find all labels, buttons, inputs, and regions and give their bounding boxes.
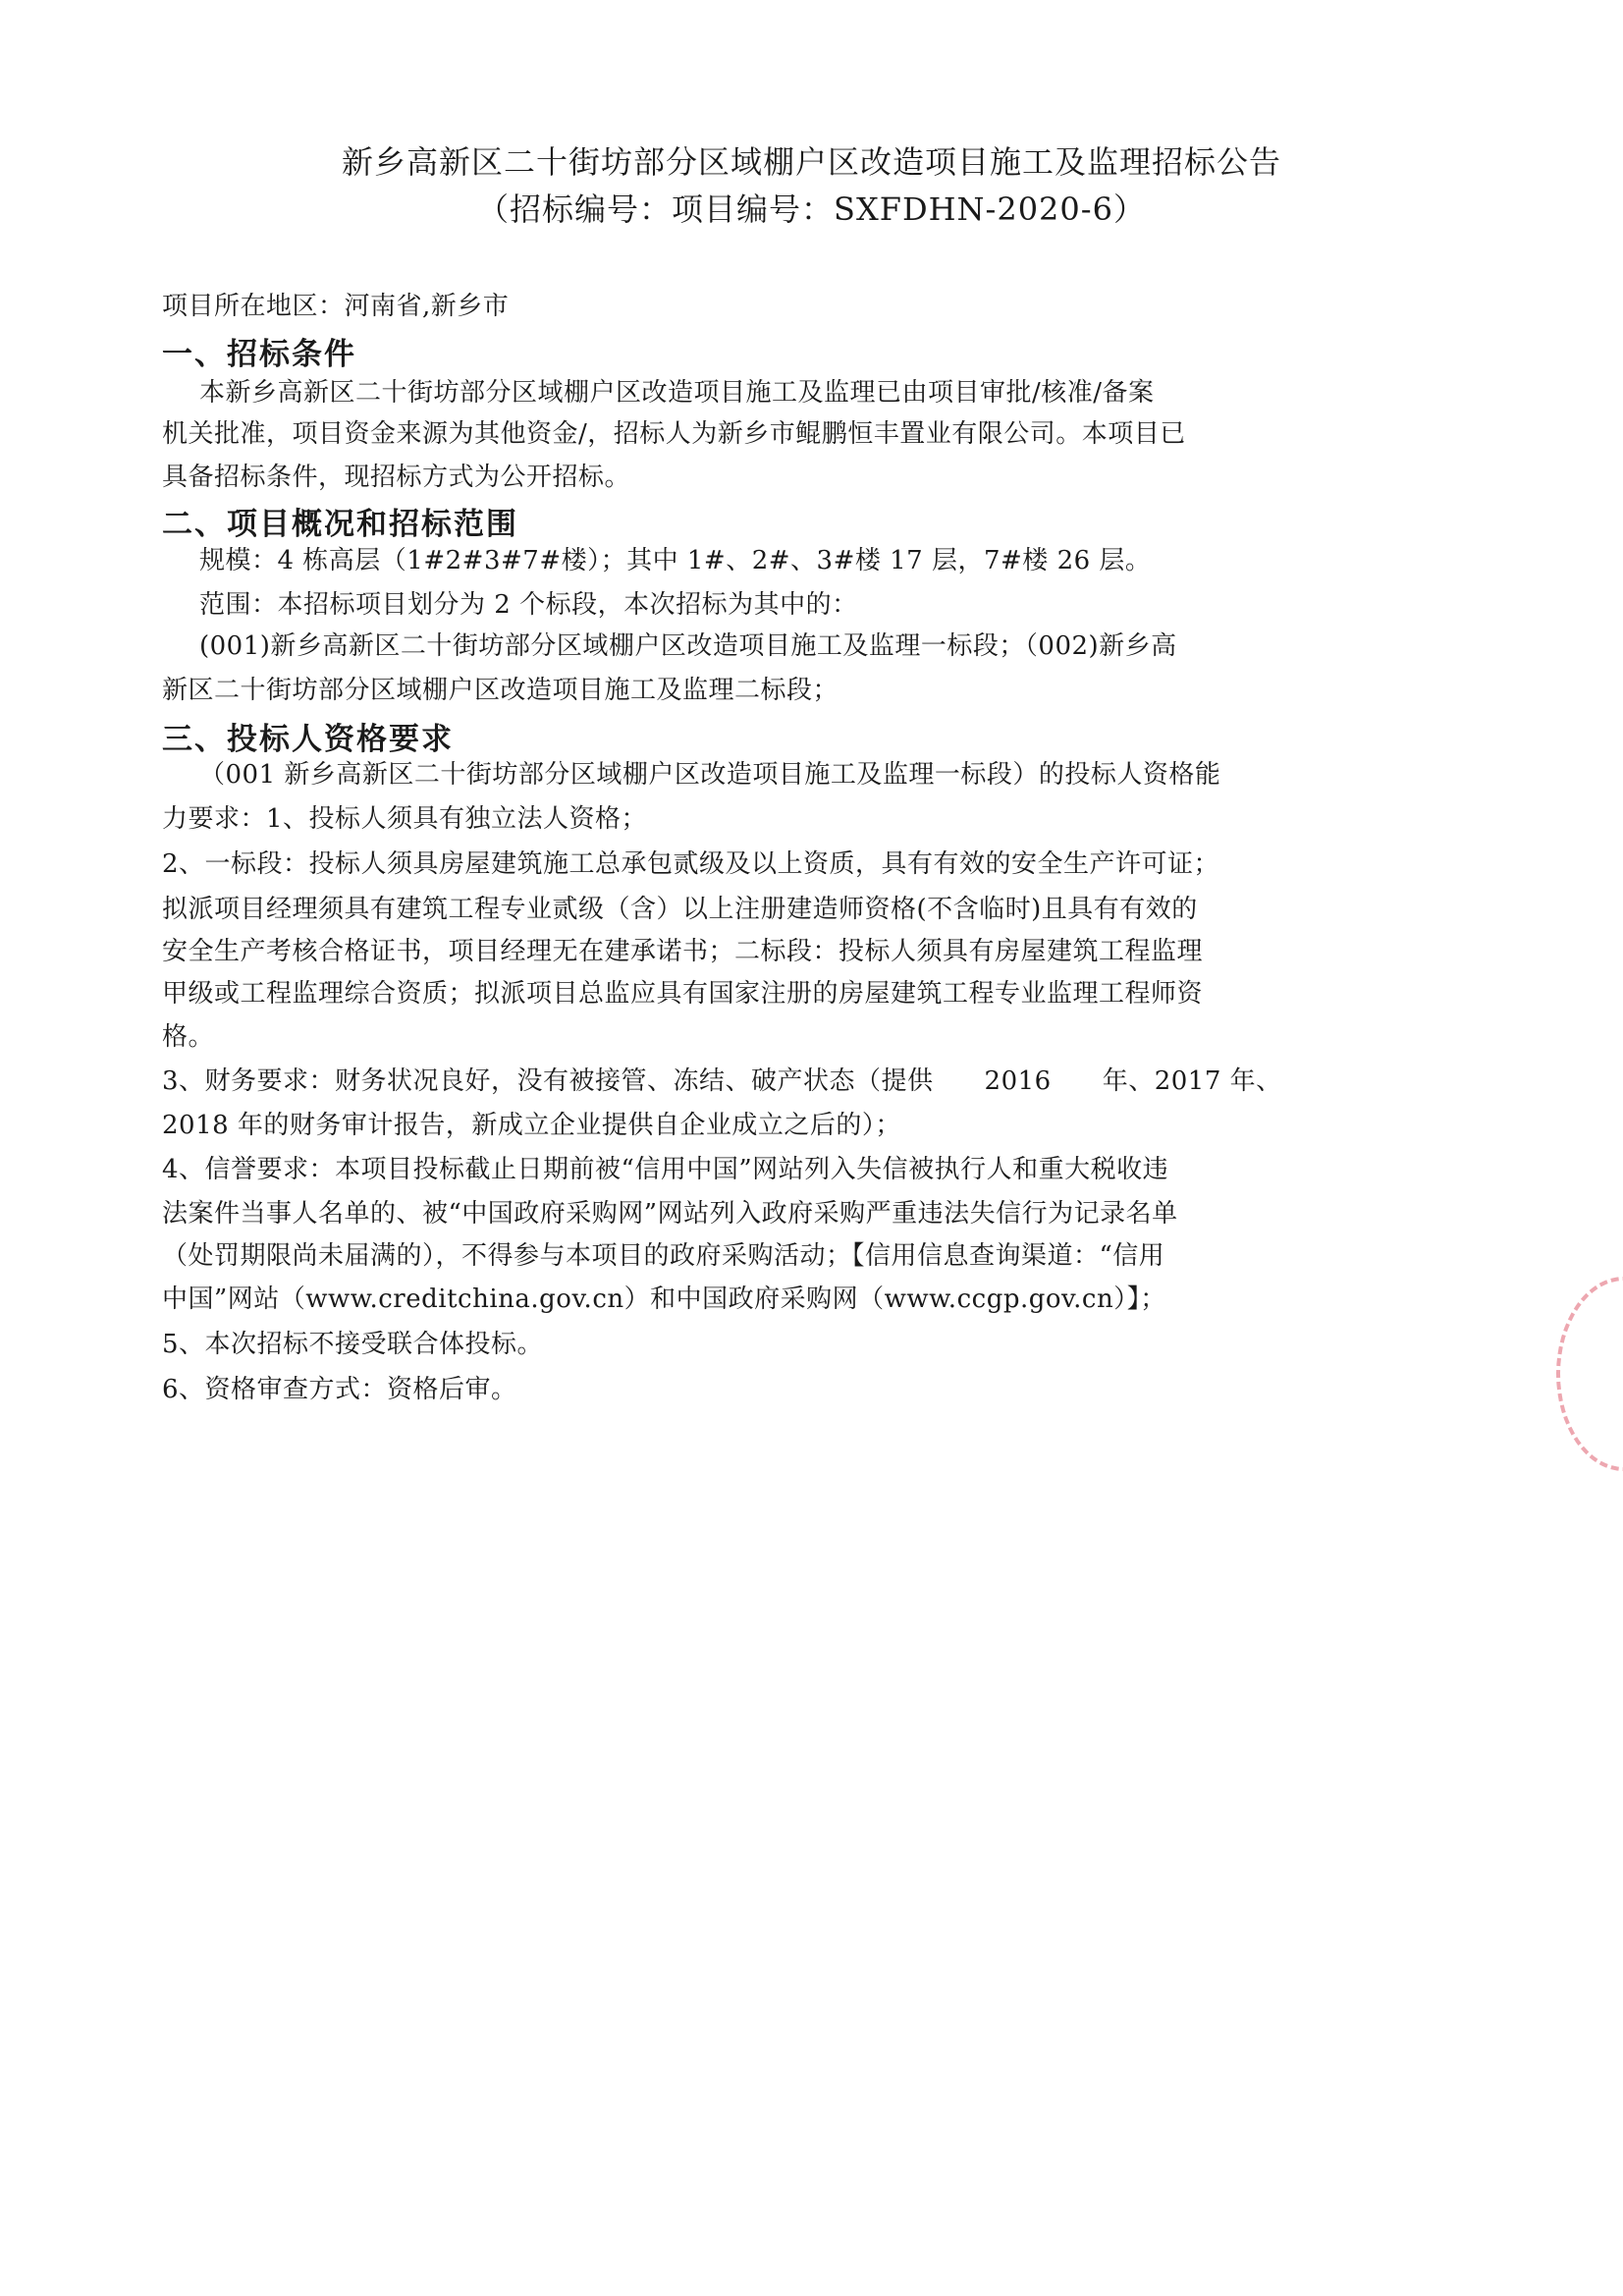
section-heading-project-overview: 二、项目概况和招标范围 [162, 507, 518, 542]
requirement-line: 2、一标段：投标人须具房屋建筑施工总承包贰级及以上资质，具有有效的安全生产许可证； [162, 849, 1220, 879]
paragraph-line: 具备招标条件，现招标方式为公开招标。 [162, 463, 631, 492]
financial-requirement-line [162, 1061, 1282, 1097]
project-region: 项目所在地区：河南省,新乡市 [162, 292, 510, 321]
document-title: 新乡高新区二十街坊部分区域棚户区改造项目施工及监理招标公告 [341, 143, 1281, 181]
paragraph-line: 力要求：1、投标人须具有独立法人资格； [162, 804, 648, 834]
requirement-line: 4、信誉要求：本项目投标截止日期前被“信用中国”网站列入失信被执行人和重大税收违 [162, 1155, 1169, 1184]
section-heading-tender-conditions: 一、招标条件 [162, 337, 356, 372]
requirement-line: 甲级或工程监理综合资质；拟派项目总监应具有国家注册的房屋建筑工程专业监理工程师资 [162, 979, 1204, 1009]
project-scale: 规模：4 栋高层（1#2#3#7#楼）；其中 1#、2#、3#楼 17 层，7#楼 26 层。 [199, 546, 1152, 575]
requirement-line: 2018 年的财务审计报告，新成立企业提供自企业成立之后的）； [162, 1111, 901, 1140]
paragraph-line: 机关批准，项目资金来源为其他资金/，招标人为新乡市鲲鹏恒丰置业有限公司。本项目已 [162, 419, 1186, 449]
official-seal-edge [1556, 1277, 1623, 1471]
paragraph-line: （001 新乡高新区二十街坊部分区域棚户区改造项目施工及监理一标段）的投标人资格能 [199, 760, 1221, 790]
lot-list-line: 新区二十街坊部分区域棚户区改造项目施工及监理二标段； [162, 676, 839, 705]
paragraph-line: 本新乡高新区二十街坊部分区域棚户区改造项目施工及监理已由项目审批/核准/备案 [199, 378, 1155, 408]
lot-list-line: (001)新乡高新区二十街坊部分区域棚户区改造项目施工及监理一标段；（002)新乡高 [199, 631, 1177, 661]
requirement-line: （处罚期限尚未届满的），不得参与本项目的政府采购活动；【信用信息查询渠道：“信用 [162, 1241, 1165, 1271]
requirement-line: 6、资格审查方式：资格后审。 [162, 1375, 517, 1404]
requirement-line: 中国”网站（www.creditchina.gov.cn）和中国政府采购网（www.ccgp.gov.cn）】； [162, 1285, 1166, 1314]
tender-number: （招标编号：项目编号：SXFDHN-2020-6） [477, 191, 1146, 228]
section-heading-bidder-qualifications: 三、投标人资格要求 [162, 722, 454, 757]
requirement-line: 5、本次招标不接受联合体投标。 [162, 1330, 544, 1359]
financial-years-rest: 年、2017 年、 [1102, 1066, 1282, 1096]
financial-year: 2016 [984, 1066, 1052, 1096]
requirement-line: 法案件当事人名单的、被“中国政府采购网”网站列入政府采购严重违法失信行为记录名单 [162, 1199, 1178, 1229]
project-scope: 范围：本招标项目划分为 2 个标段，本次招标为其中的： [199, 590, 858, 620]
requirement-line: 拟派项目经理须具有建筑工程专业贰级（含）以上注册建造师资格(不含临时)且具有有效的 [162, 895, 1198, 924]
requirement-line: 安全生产考核合格证书，项目经理无在建承诺书；二标段：投标人须具有房屋建筑工程监理 [162, 937, 1204, 966]
financial-requirement-text: 3、财务要求：财务状况良好，没有被接管、冻结、破产状态（提供 [162, 1066, 934, 1096]
requirement-line: 格。 [162, 1022, 215, 1052]
